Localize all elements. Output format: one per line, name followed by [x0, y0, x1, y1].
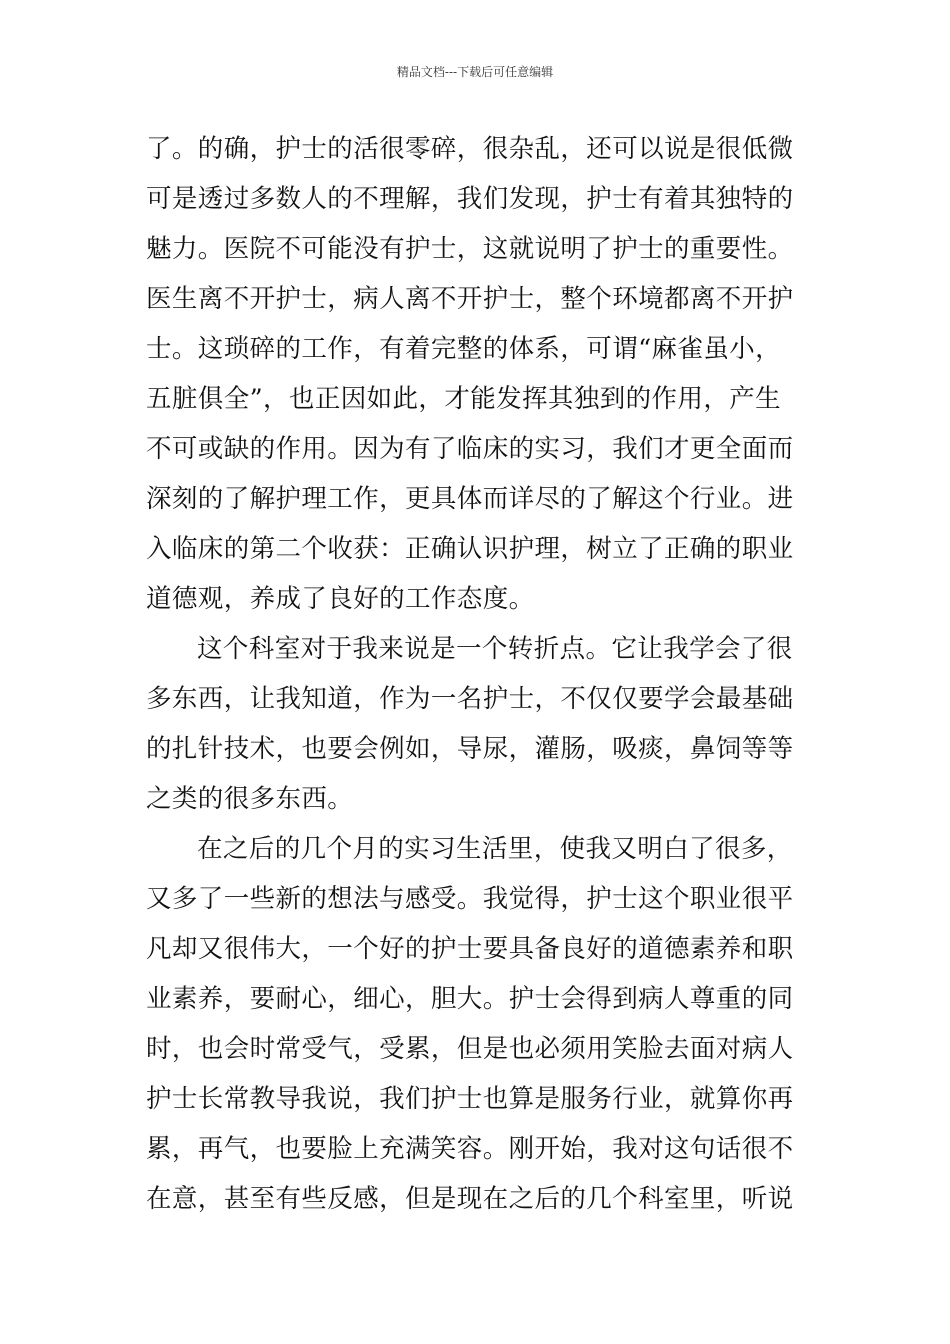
- document-body: [146, 124, 816, 1224]
- text-line: 了。的确，护士的活很零碎，很杂乱，还可以说是很低微: [146, 134, 794, 164]
- text-line: 时，也会时常受气，受累，但是也必须用笑脸去面对病人: [146, 1034, 794, 1064]
- text-line: 之类的很多东西。: [146, 784, 354, 814]
- text-line: 凡却又很伟大，一个好的护士要具备良好的道德素养和职: [146, 934, 794, 964]
- text-line: 不可或缺的作用。因为有了临床的实习，我们才更全面而: [146, 434, 794, 464]
- text-line: 又多了一些新的想法与感受。我觉得，护士这个职业很平: [146, 884, 794, 914]
- text-line: 士。这琐碎的工作，有着完整的体系，可谓“麻雀虽小，: [146, 334, 782, 364]
- text-line: 深刻的了解护理工作，更具体而详尽的了解这个行业。进: [146, 484, 794, 514]
- paragraph-first-line: 这个科室对于我来说是一个转折点。它让我学会了很: [197, 634, 793, 664]
- text-line: 入临床的第二个收获：正确认识护理，树立了正确的职业: [146, 534, 794, 564]
- text-line: 的扎针技术，也要会例如，导尿，灌肠，吸痰，鼻饲等等: [146, 734, 794, 764]
- paragraph-first-line: 在之后的几个月的实习生活里，使我又明白了很多，: [197, 834, 793, 864]
- text-line: 可是透过多数人的不理解，我们发现，护士有着其独特的: [146, 184, 794, 214]
- text-line: 五脏俱全”，也正因如此，才能发挥其独到的作用，产生: [146, 384, 782, 414]
- text-line: 医生离不开护士，病人离不开护士，整个环境都离不开护: [146, 284, 794, 314]
- text-line: 魅力。医院不可能没有护士，这就说明了护士的重要性。: [146, 234, 794, 264]
- page-header: 精品文档---下载后可任意编辑: [396, 65, 554, 79]
- text-line: 累，再气，也要脸上充满笑容。刚开始，我对这句话很不: [146, 1134, 794, 1164]
- text-line: 在意，甚至有些反感，但是现在之后的几个科室里，听说: [146, 1184, 794, 1214]
- text-line: 多东西，让我知道，作为一名护士，不仅仅要学会最基础: [146, 684, 794, 714]
- text-line: 道德观，养成了良好的工作态度。: [146, 584, 535, 614]
- text-line: 护士长常教导我说，我们护士也算是服务行业，就算你再: [146, 1084, 794, 1114]
- text-line: 业素养，要耐心，细心，胆大。护士会得到病人尊重的同: [146, 984, 794, 1014]
